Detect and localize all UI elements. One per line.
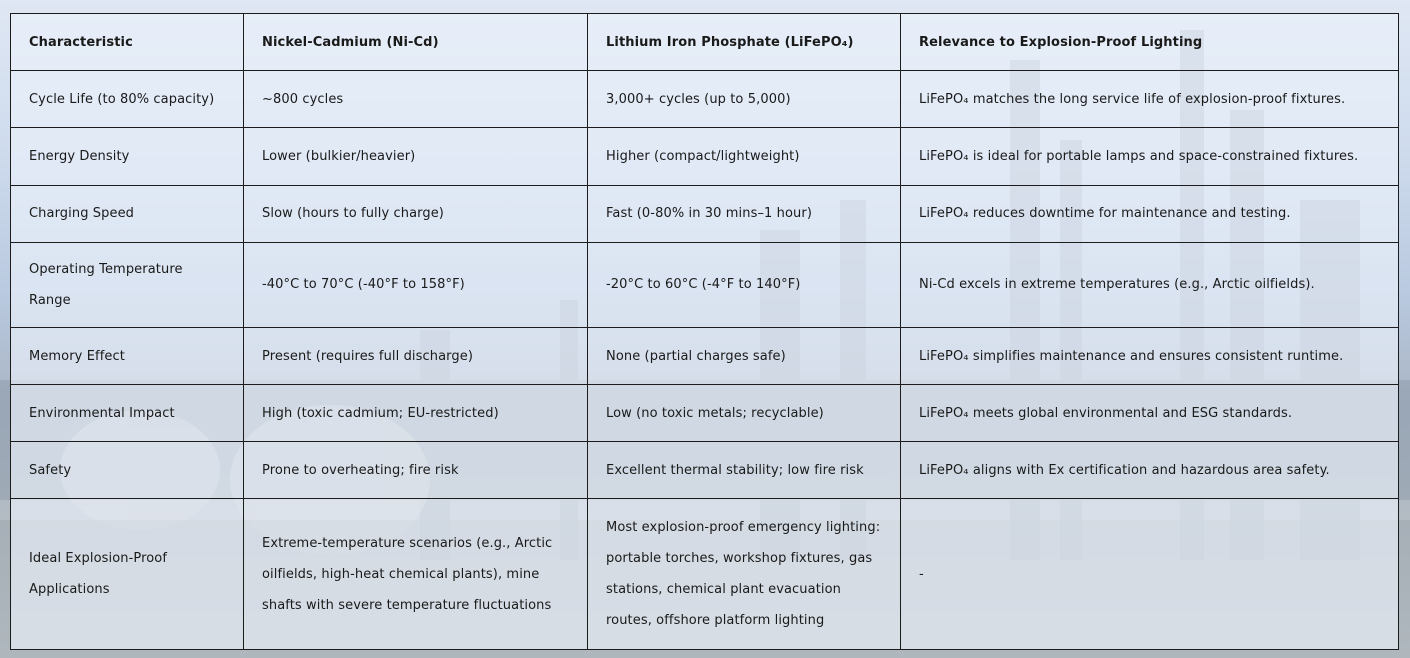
cell-nicd: Present (requires full discharge) xyxy=(244,327,588,384)
header-lifepo4: Lithium Iron Phosphate (LiFePO₄) xyxy=(588,14,901,71)
cell-lifepo4: Excellent thermal stability; low fire risk xyxy=(588,442,901,499)
cell-relevance: LiFePO₄ aligns with Ex certification and hazardous area safety. xyxy=(901,442,1399,499)
cell-characteristic: Memory Effect xyxy=(11,327,244,384)
cell-characteristic: Operating Temperature Range xyxy=(11,242,244,327)
cell-relevance: LiFePO₄ simplifies maintenance and ensures consistent runtime. xyxy=(901,327,1399,384)
table-row xyxy=(11,499,1399,650)
cell-nicd: Slow (hours to fully charge) xyxy=(244,185,588,242)
cell-characteristic: Environmental Impact xyxy=(11,385,244,442)
cell-relevance: Ni-Cd excels in extreme temperatures (e.g., Arctic oilfields). xyxy=(901,242,1399,327)
table-row xyxy=(11,71,1399,128)
cell-characteristic: Safety xyxy=(11,442,244,499)
cell-characteristic: Ideal Explosion-Proof Applications xyxy=(11,499,244,650)
battery-comparison-table xyxy=(10,13,1399,650)
table-row xyxy=(11,128,1399,185)
table-row xyxy=(11,185,1399,242)
cell-relevance: LiFePO₄ matches the long service life of explosion-proof fixtures. xyxy=(901,71,1399,128)
cell-relevance: LiFePO₄ meets global environmental and ESG standards. xyxy=(901,385,1399,442)
cell-lifepo4: Higher (compact/lightweight) xyxy=(588,128,901,185)
header-characteristic: Characteristic xyxy=(11,14,244,71)
cell-characteristic: Cycle Life (to 80% capacity) xyxy=(11,71,244,128)
header-relevance: Relevance to Explosion-Proof Lighting xyxy=(901,14,1399,71)
table-row xyxy=(11,442,1399,499)
table-row xyxy=(11,242,1399,327)
cell-lifepo4: Low (no toxic metals; recyclable) xyxy=(588,385,901,442)
table-row xyxy=(11,327,1399,384)
cell-nicd: -40°C to 70°C (-40°F to 158°F) xyxy=(244,242,588,327)
cell-relevance: - xyxy=(901,499,1399,650)
cell-lifepo4: Fast (0-80% in 30 mins–1 hour) xyxy=(588,185,901,242)
cell-relevance: LiFePO₄ is ideal for portable lamps and space-constrained fixtures. xyxy=(901,128,1399,185)
comparison-table-container xyxy=(10,13,1398,650)
cell-lifepo4: -20°C to 60°C (-4°F to 140°F) xyxy=(588,242,901,327)
table-header-row xyxy=(11,14,1399,71)
cell-characteristic: Charging Speed xyxy=(11,185,244,242)
cell-nicd: ~800 cycles xyxy=(244,71,588,128)
header-nicd: Nickel-Cadmium (Ni-Cd) xyxy=(244,14,588,71)
cell-nicd: Extreme-temperature scenarios (e.g., Arctic oilfields, high-heat chemical plants), mine shafts with severe temperature fluctuations xyxy=(244,499,588,650)
cell-lifepo4: Most explosion-proof emergency lighting: portable torches, workshop fixtures, gas stations, chemical plant evacuation routes, offshore platform lighting xyxy=(588,499,901,650)
cell-lifepo4: None (partial charges safe) xyxy=(588,327,901,384)
cell-lifepo4: 3,000+ cycles (up to 5,000) xyxy=(588,71,901,128)
table-row xyxy=(11,385,1399,442)
cell-nicd: Prone to overheating; fire risk xyxy=(244,442,588,499)
cell-relevance: LiFePO₄ reduces downtime for maintenance and testing. xyxy=(901,185,1399,242)
cell-nicd: High (toxic cadmium; EU-restricted) xyxy=(244,385,588,442)
cell-characteristic: Energy Density xyxy=(11,128,244,185)
cell-nicd: Lower (bulkier/heavier) xyxy=(244,128,588,185)
